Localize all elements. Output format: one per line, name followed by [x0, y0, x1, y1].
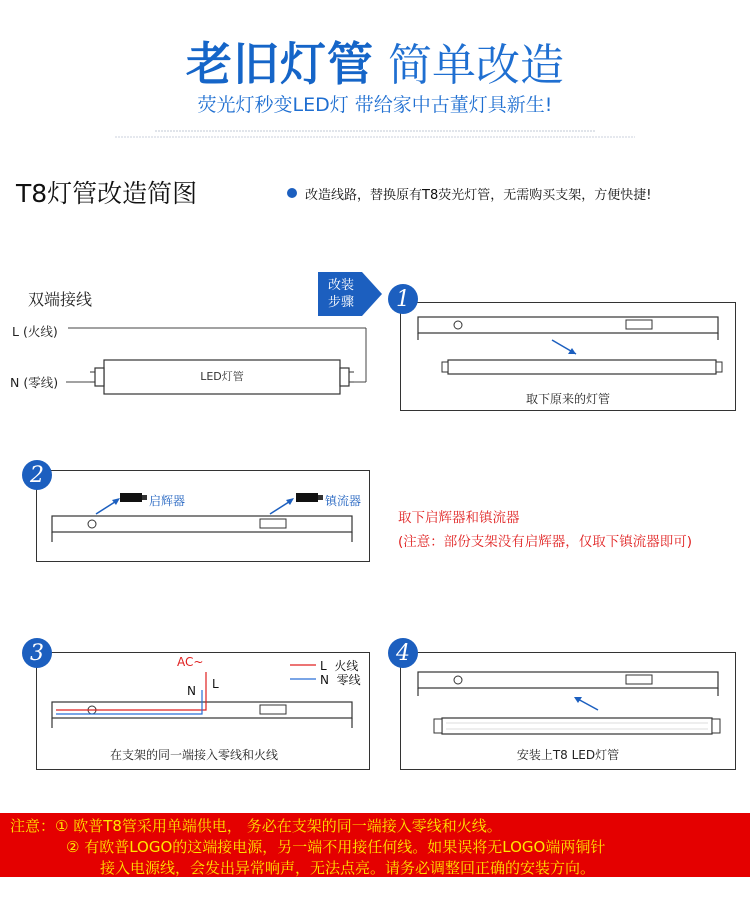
- description-bullet-icon: [287, 188, 297, 198]
- warning-line2: ② 有欧普LOGO的这端接电源，另一端不用接任何线。如果误将无LOGO端两铜针: [66, 838, 606, 856]
- step3-badge: 3: [22, 638, 52, 668]
- step2-illustration: [36, 470, 370, 562]
- warning-banner: [0, 813, 750, 877]
- header-title-bold: 老旧灯管: [186, 37, 374, 91]
- wiring-title: 双端接线: [28, 290, 93, 309]
- legend-live: L 火线: [320, 659, 359, 673]
- arrow-label-line2: 步骤: [327, 295, 354, 310]
- fine-print-lines: [115, 127, 635, 141]
- live-wire-label: L (火线): [12, 324, 58, 339]
- n-terminal-label: N: [187, 684, 196, 698]
- step1-illustration: [400, 302, 736, 382]
- neutral-wire-label: N (零线): [10, 375, 59, 390]
- tube-label: LED灯管: [200, 370, 244, 383]
- step1-caption: 取下原来的灯管: [525, 392, 610, 406]
- step3-caption: 在支架的同一端接入零线和火线: [109, 748, 278, 762]
- ac-label: AC~: [177, 655, 204, 669]
- step2-badge: 2: [22, 460, 52, 490]
- starter-label: 启辉器: [149, 494, 186, 508]
- ballast-label: 镇流器: [325, 494, 362, 508]
- section-description: 改造线路，替换原有T8荧光灯管，无需购买支架，方便快捷!: [305, 188, 652, 203]
- step2-note-line1: 取下启辉器和镇流器: [398, 510, 520, 526]
- decorative-fine-print: [115, 126, 635, 140]
- step4-caption: 安装上T8 LED灯管: [516, 748, 620, 762]
- step2-note-line2: (注意：部份支架没有启辉器，仅取下镇流器即可): [398, 534, 693, 550]
- section-title: T8灯管改造简图: [16, 179, 198, 208]
- header: [0, 28, 750, 94]
- legend-neutral: N 零线: [320, 673, 361, 687]
- l-terminal-label: L: [212, 677, 219, 691]
- warning-line1: 注意：① 欧普T8管采用单端供电， 务必在支架的同一端接入零线和火线。: [10, 817, 502, 835]
- arrow-label-line1: 改装: [327, 278, 354, 293]
- header-subtitle: 荧光灯秒变LED灯 带给家中古董灯具新生!: [197, 94, 553, 116]
- step1-badge: 1: [388, 284, 418, 314]
- step4-badge: 4: [388, 638, 418, 668]
- arrow-label: [320, 277, 362, 311]
- header-title-light: 简单改造: [388, 40, 564, 91]
- wire-legend-swatches: [290, 660, 320, 684]
- warning-line3: 接入电源线，会发出异常响声，无法点亮。请务必调整回正确的安装方向。: [100, 859, 596, 877]
- step4-illustration: [400, 652, 736, 752]
- wiring-diagram: [0, 310, 380, 400]
